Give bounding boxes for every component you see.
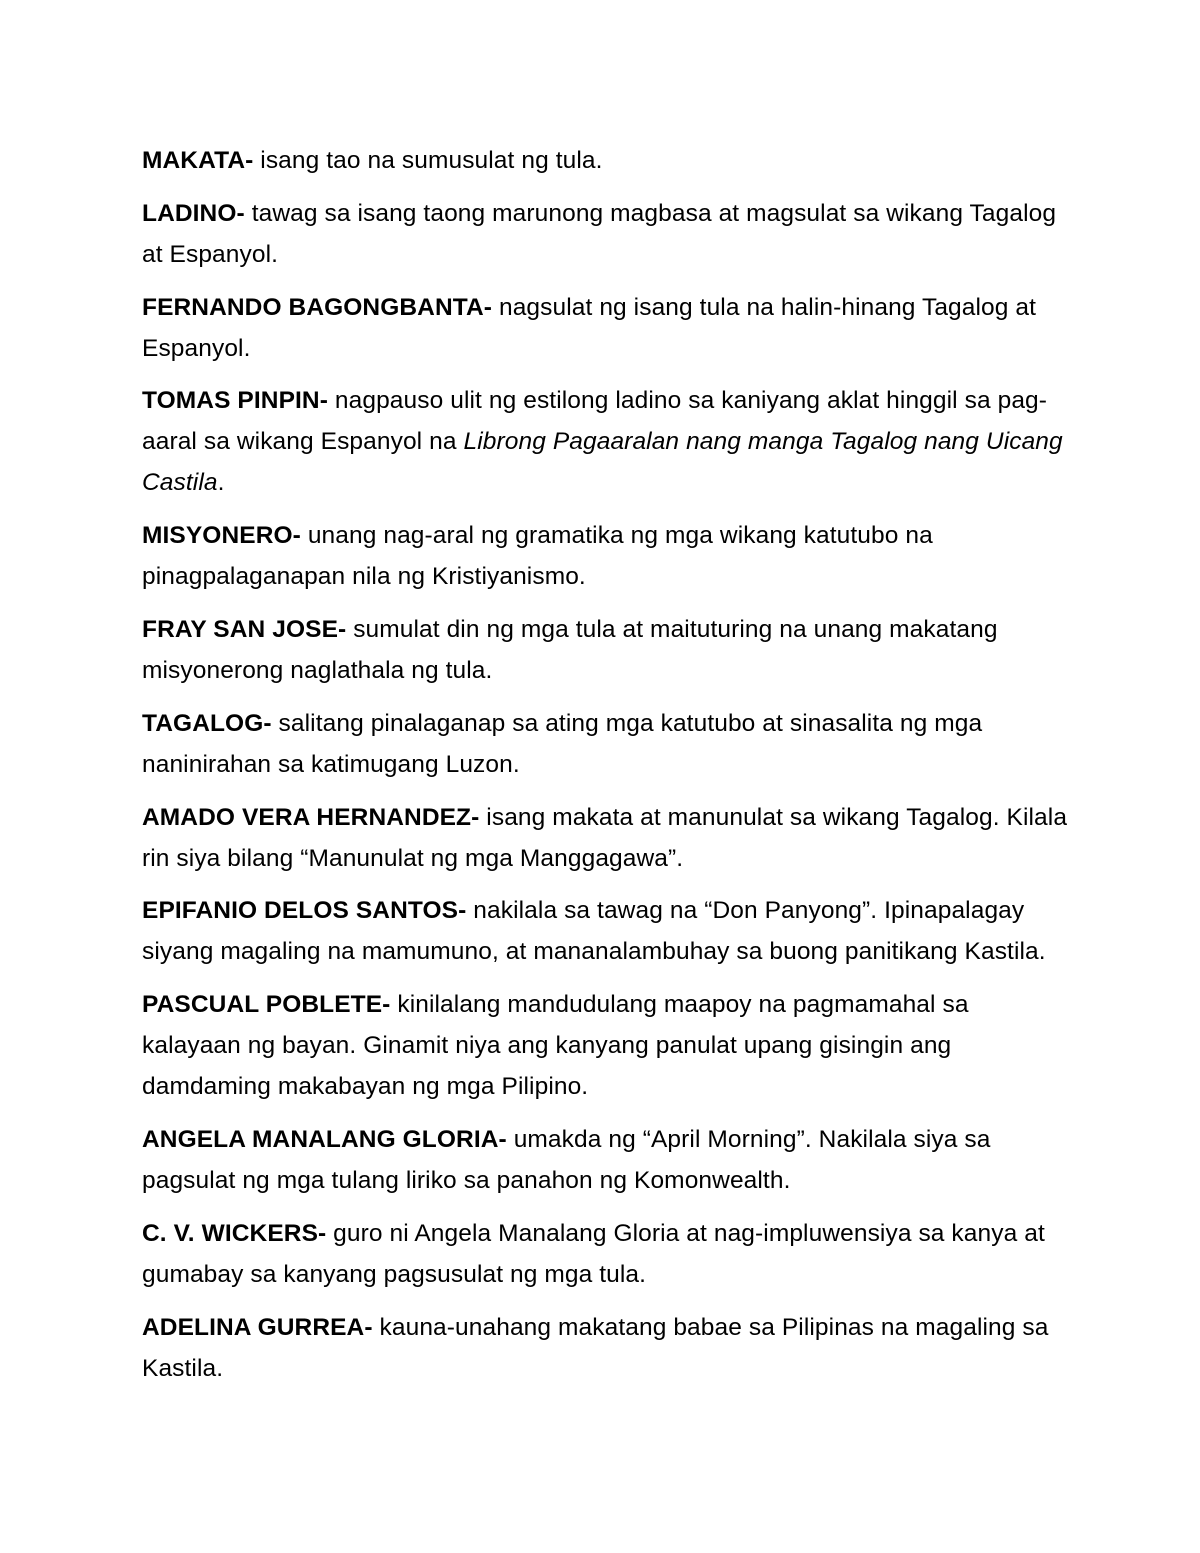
entry-definition: umakda ng “April Morning”. Nakilala siya sa pagsulat ng mga tulang liriko sa panahon ng Komonwealth. [142,1125,991,1194]
entry-term: EPIFANIO DELOS SANTOS- [142,897,467,925]
glossary-entry-makata [142,140,1072,181]
entry-term: TAGALOG- [142,709,272,737]
glossary-entry-adelina-gurrea [142,1307,1072,1389]
glossary-entry-amado-vera-hernandez [142,797,1072,879]
entry-definition: kinilalang mandudulang maapoy na pagmamahal sa kalayaan ng bayan. Ginamit niya ang kanyang panulat upang gisingin ang damdaming makabayan ng mga Pilipino. [142,991,969,1101]
glossary-entry-tagalog [142,703,1072,785]
entry-term: TOMAS PINPIN- [142,387,328,415]
glossary-entry-epifanio-delos-santos [142,890,1072,972]
glossary-entry-misyonero [142,515,1072,597]
entry-definition: salitang pinalaganap sa ating mga katutubo at sinasalita ng mga naninirahan sa katimugang Luzon. [142,709,983,778]
entry-term: AMADO VERA HERNANDEZ- [142,803,480,831]
entry-term: PASCUAL POBLETE- [142,991,391,1019]
entry-definition: nakilala sa tawag na “Don Panyong”. Ipinapalagay siyang magaling na mamumuno, at mananalambuhay sa buong panitikang Kastila. [142,897,1046,966]
glossary-entry-tomas-pinpin [142,380,1072,503]
entry-term: LADINO- [142,199,245,227]
glossary-entry-fernando-bagongbanta [142,287,1072,369]
entry-term: C. V. WICKERS- [142,1219,327,1247]
glossary-entry-fray-san-jose [142,609,1072,691]
entry-definition: nagpauso ulit ng estilong ladino sa kaniyang aklat hinggil sa pag-aaral sa wikang Espanyol na [142,387,1048,456]
entry-definition: unang nag-aral ng gramatika ng mga wikang katutubo na pinagpalaganapan nila ng Kristiyanismo. [142,522,933,591]
glossary-entry-angela-manalang-gloria [142,1119,1072,1201]
entry-definition-end: . [217,469,225,497]
entry-term: MISYONERO- [142,522,301,550]
entry-definition: guro ni Angela Manalang Gloria at nag-impluwensiya sa kanya at gumabay sa kanyang pagsusulat ng mga tula. [142,1219,1045,1288]
entry-definition: nagsulat ng isang tula na halin-hinang Tagalog at Espanyol. [142,293,1037,362]
entry-definition: tawag sa isang taong marunong magbasa at magsulat sa wikang Tagalog at Espanyol. [142,199,1057,268]
entry-definition: sumulat din ng mga tula at maituturing na unang makatang misyonerong naglathala ng tula. [142,615,998,684]
entry-definition: isang makata at manunulat sa wikang Tagalog. Kilala rin siya bilang “Manunulat ng mga Manggagawa”. [142,803,1068,872]
entry-term: FERNANDO BAGONGBANTA- [142,293,493,321]
entry-definition: kauna-unahang makatang babae sa Pilipinas na magaling sa Kastila. [142,1313,1049,1382]
entry-term: ADELINA GURREA- [142,1313,373,1341]
glossary-entry-ladino [142,193,1072,275]
entry-term: FRAY SAN JOSE- [142,615,347,643]
entry-term: ANGELA MANALANG GLORIA- [142,1125,507,1153]
glossary-entry-cv-wickers [142,1213,1072,1295]
glossary [142,140,1072,1400]
entry-term: MAKATA- [142,147,254,174]
glossary-entry-pascual-poblete [142,984,1072,1107]
entry-definition: isang tao na sumusulat ng tula. [253,147,603,174]
book-title: Librong Pagaaralan nang manga Tagalog nang Uicang Castila [142,428,1063,497]
